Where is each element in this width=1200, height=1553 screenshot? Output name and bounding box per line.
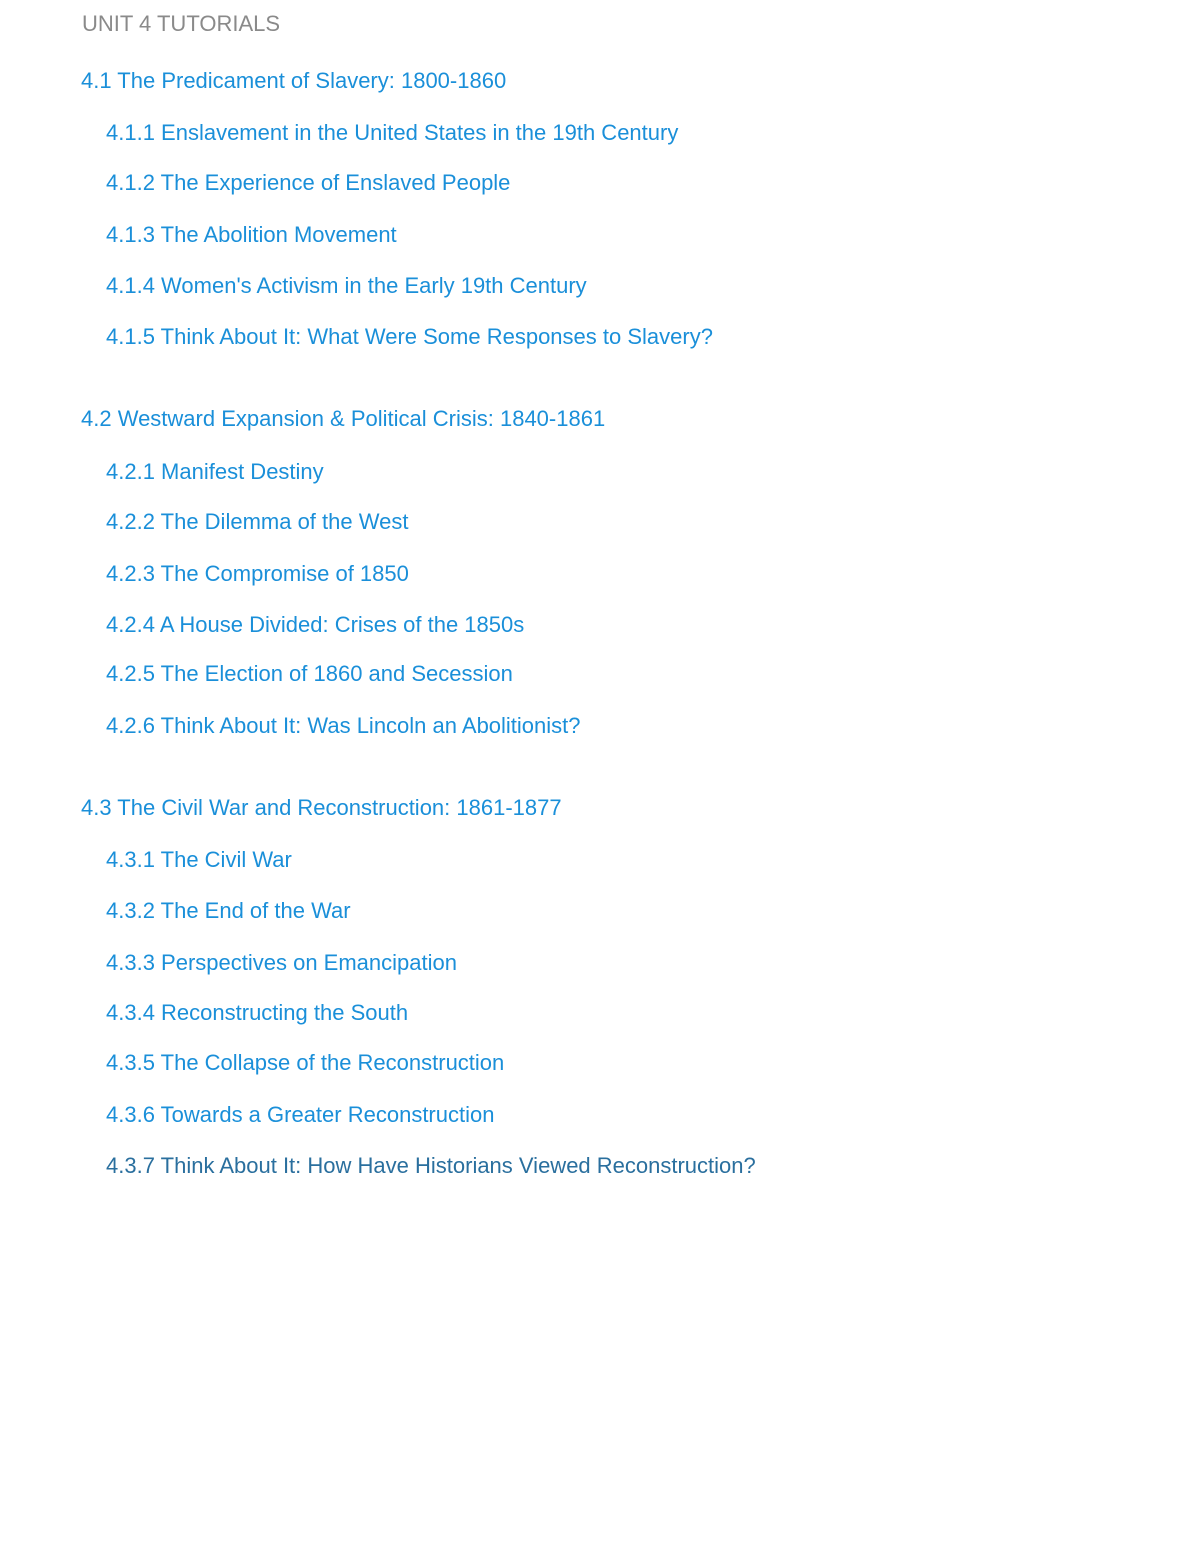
lesson-link-4-2-5[interactable]: 4.2.5 The Election of 1860 and Secession [106,661,513,686]
section-link-4-1[interactable]: 4.1 The Predicament of Slavery: 1800-1860 [81,68,507,93]
lesson-link-4-3-3[interactable]: 4.3.3 Perspectives on Emancipation [106,950,457,975]
lesson-link-4-2-1[interactable]: 4.2.1 Manifest Destiny [106,459,324,484]
lesson-link-4-2-6[interactable]: 4.2.6 Think About It: Was Lincoln an Abolitionist? [106,713,581,738]
lesson-link-4-3-6[interactable]: 4.3.6 Towards a Greater Reconstruction [106,1102,495,1127]
unit-heading: UNIT 4 TUTORIALS [82,11,281,36]
lesson-link-4-3-7[interactable]: 4.3.7 Think About It: How Have Historians Viewed Reconstruction? [106,1153,756,1178]
lesson-link-4-2-2[interactable]: 4.2.2 The Dilemma of the West [106,509,409,534]
lesson-link-4-1-2[interactable]: 4.1.2 The Experience of Enslaved People [106,170,511,195]
lesson-link-4-3-4[interactable]: 4.3.4 Reconstructing the South [106,1000,409,1025]
section-link-4-3[interactable]: 4.3 The Civil War and Reconstruction: 1861-1877 [81,795,562,820]
lesson-link-4-2-4[interactable]: 4.2.4 A House Divided: Crises of the 1850s [106,612,525,637]
lesson-link-4-1-5[interactable]: 4.1.5 Think About It: What Were Some Responses to Slavery? [106,324,713,349]
lesson-link-4-2-3[interactable]: 4.2.3 The Compromise of 1850 [106,561,409,586]
lesson-link-4-1-4[interactable]: 4.1.4 Women's Activism in the Early 19th Century [106,273,587,298]
lesson-link-4-3-1[interactable]: 4.3.1 The Civil War [106,847,292,872]
lesson-link-4-3-5[interactable]: 4.3.5 The Collapse of the Reconstruction [106,1050,505,1075]
section-link-4-2[interactable]: 4.2 Westward Expansion & Political Crisis: 1840-1861 [81,406,606,431]
lesson-link-4-1-1[interactable]: 4.1.1 Enslavement in the United States in the 19th Century [106,120,679,145]
lesson-link-4-3-2[interactable]: 4.3.2 The End of the War [106,898,351,923]
lesson-link-4-1-3[interactable]: 4.1.3 The Abolition Movement [106,222,397,247]
